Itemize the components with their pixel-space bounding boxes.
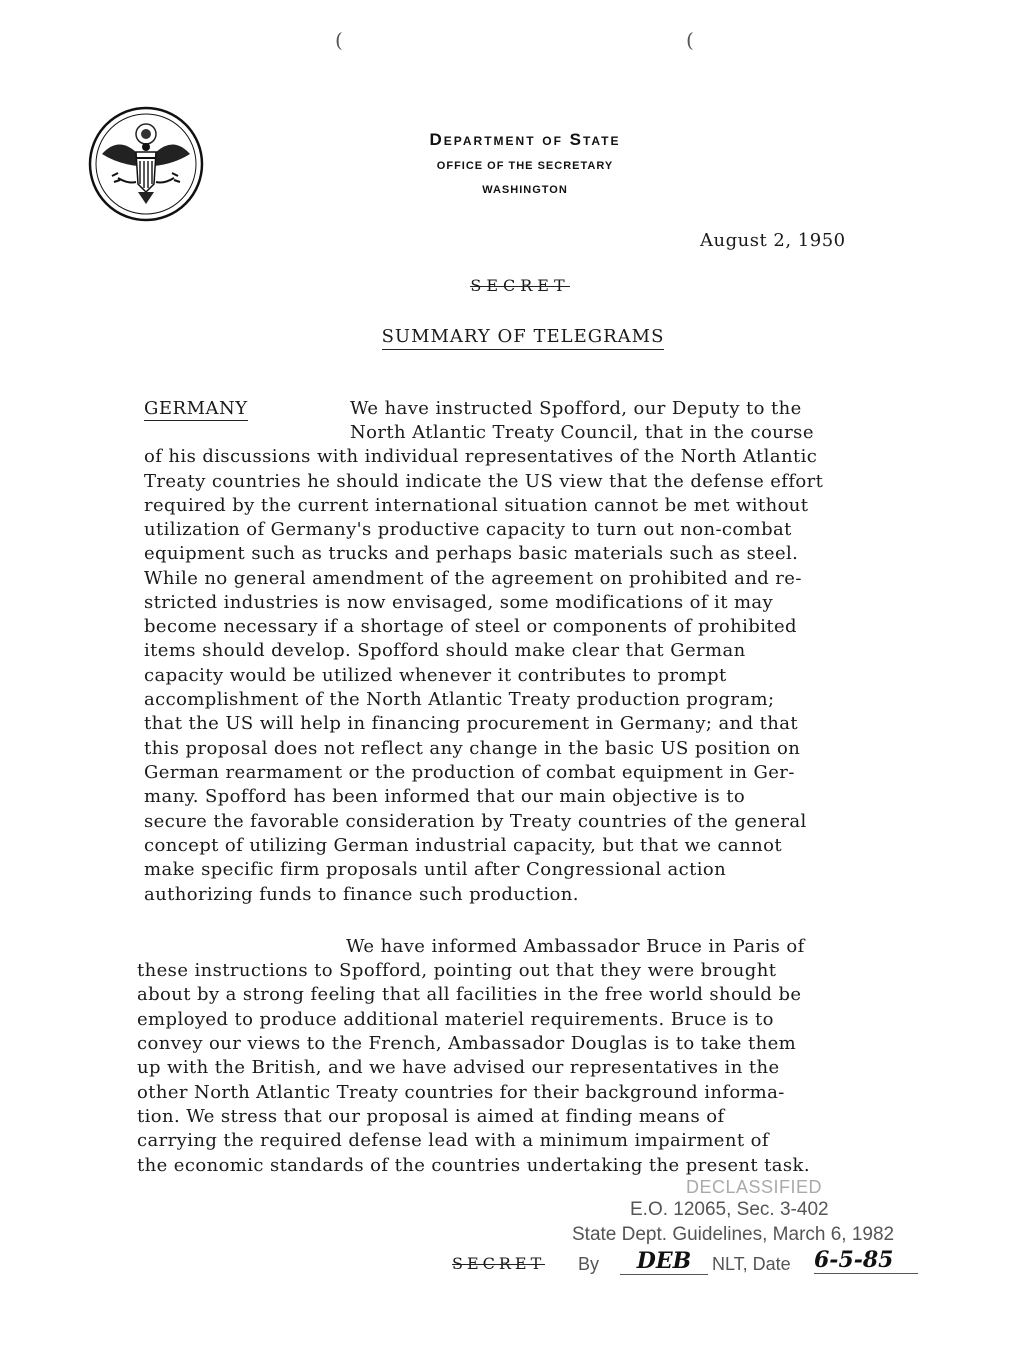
text-line: stricted industries is now envisaged, some modifications of it may: [144, 592, 774, 613]
heading-text: SUMMARY OF TELEGRAMS: [382, 326, 665, 350]
document-heading: [300, 326, 746, 347]
by-label: By: [578, 1254, 600, 1274]
text-line: tion. We stress that our proposal is aimed at finding means of: [137, 1106, 725, 1127]
text-line: about by a strong feeling that all facilities in the free world should be: [137, 984, 802, 1005]
text-line: capacity would be utilized whenever it contributes to prompt: [144, 665, 727, 686]
text-line: convey our views to the French, Ambassador Douglas is to take them: [137, 1033, 797, 1054]
punch-mark: (: [686, 28, 694, 52]
text-line: accomplishment of the North Atlantic Treaty production program;: [144, 689, 775, 710]
nlt-date-label: NLT, Date: [712, 1254, 791, 1274]
text-line: make specific firm proposals until after Congressional action: [144, 859, 727, 880]
text-line: employed to produce additional materiel requirements. Bruce is to: [137, 1009, 774, 1030]
department-title: Department of State: [429, 130, 621, 149]
text-line: utilization of Germany's productive capacity to turn out non-combat: [144, 519, 792, 540]
classification-bottom-text: SECRET: [452, 1254, 546, 1273]
text-line: We have instructed Spofford, our Deputy to the: [350, 398, 802, 419]
great-seal-icon: [88, 106, 204, 222]
city-subtitle: WASHINGTON: [482, 184, 568, 196]
declassification-authority: E.O. 12065, Sec. 3-402: [630, 1199, 829, 1220]
text-line: become necessary if a shortage of steel or components of prohibited: [144, 616, 797, 637]
declassifier-initials: DEB: [620, 1248, 708, 1275]
text-line: the economic standards of the countries undertaking the present task.: [137, 1155, 810, 1176]
text-line: this proposal does not reflect any change in the basic US position on: [144, 738, 801, 759]
declassification-guidelines: State Dept. Guidelines, March 6, 1982: [572, 1224, 895, 1245]
text-line: German rearmament or the production of combat equipment in Ger-: [144, 762, 795, 783]
classification-top-text: SECRET: [470, 276, 570, 295]
punch-mark: (: [335, 28, 343, 52]
text-line: other North Atlantic Treaty countries for their background informa-: [137, 1082, 785, 1103]
section-country: GERMANY: [144, 398, 248, 419]
text-line: that the US will help in financing procurement in Germany; and that: [144, 713, 799, 734]
classification-top: [440, 276, 600, 295]
declassification-date: 6-5-85: [814, 1247, 918, 1274]
text-line: many. Spofford has been informed that our main objective is to: [144, 786, 746, 807]
text-line: up with the British, and we have advised our representatives in the: [137, 1057, 780, 1078]
text-line: concept of utilizing German industrial capacity, but that we cannot: [144, 835, 782, 856]
text-line: required by the current international situation cannot be met without: [144, 495, 809, 516]
text-line: secure the favorable consideration by Treaty countries of the general: [144, 811, 807, 832]
text-line: While no general amendment of the agreement on prohibited and re-: [144, 568, 802, 589]
text-line: items should develop. Spofford should make clear that German: [144, 640, 746, 661]
text-line: Treaty countries he should indicate the US view that the defense effort: [144, 471, 824, 492]
classification-bottom: [452, 1254, 545, 1273]
text-line: of his discussions with individual representatives of the North Atlantic: [144, 446, 818, 467]
text-line: authorizing funds to finance such production.: [144, 884, 579, 905]
text-line: We have informed Ambassador Bruce in Paris of: [346, 936, 805, 957]
office-subtitle: OFFICE OF THE SECRETARY: [436, 160, 614, 172]
text-line: these instructions to Spofford, pointing out that they were brought: [137, 960, 777, 981]
document-date: August 2, 1950: [700, 230, 846, 251]
text-line: carrying the required defense lead with a minimum impairment of: [137, 1130, 769, 1151]
text-line: equipment such as trucks and perhaps basic materials such as steel.: [144, 543, 799, 564]
text-line: North Atlantic Treaty Council, that in the course: [350, 422, 814, 443]
declassified-stamp: DECLASSIFIED: [686, 1177, 823, 1197]
